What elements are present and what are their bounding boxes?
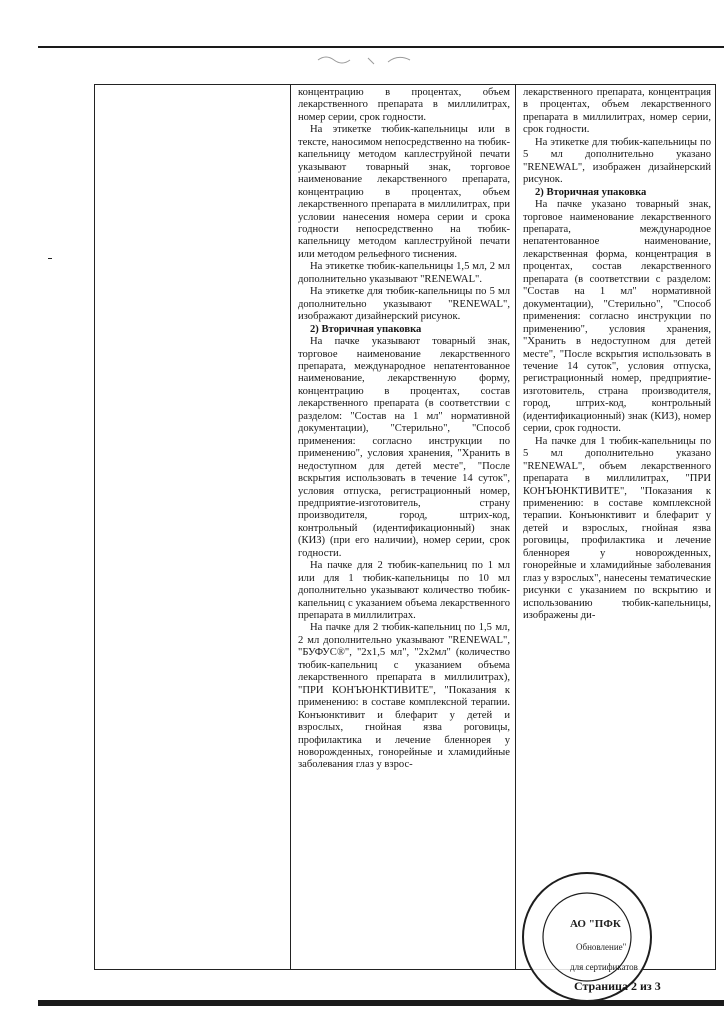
section-heading: 2) Вторичная упаковка	[310, 323, 422, 335]
paragraph: На этикетке для тюбик-капельницы по 5 мл дополнительно указано "RENEWAL", изображен дизайнерский рисунок.	[523, 136, 711, 186]
section-heading: 2) Вторичная упаковка	[535, 186, 647, 198]
column-divider-left	[290, 85, 291, 969]
requirements-column	[298, 87, 510, 969]
stamp-company-2: Обновление"	[576, 942, 627, 952]
paragraph: На этикетке тюбик-капельницы 1,5 мл, 2 мл дополнительно указывают "RENEWAL".	[298, 261, 510, 285]
stamp-company: АО "ПФК	[570, 918, 621, 930]
faint-stamp-mark	[308, 50, 438, 72]
content-table	[94, 84, 716, 970]
paragraph: На пачке для 2 тюбик-капельниц по 1 мл или для 1 тюбик-капельницы по 10 мл дополнительно указывают количество тюбик-капельниц с указанием объема лекарственного препарата в миллилитрах.	[298, 560, 510, 622]
page-number: Страница 2 из 3	[574, 979, 661, 993]
column-divider-right	[515, 85, 516, 969]
bottom-scan-edge	[38, 1000, 724, 1006]
stamp-purpose: для сертификатов	[570, 962, 638, 972]
paragraph: На пачке указывают товарный знак, торговое наименование лекарственного препарата, международное непатентованное наименование, лекарственную форму, концентрацию в процентах, состав лекарственного препарата (в соответствии с разделом: "Состав на 1 мл" нормативной документации), "Стерильно", "Способ применения: согласно инструкции по применению", условия хранения, "Хранить в недоступном для детей месте", "После вскрытия использовать в течение 14 суток", условия отпуска, регистрационный номер, предприятие-изготовитель, страну производителя, город, штрих-код, контрольный (идентификационный) знак (КИЗ) (при его наличии), номер серии, срок годности.	[298, 336, 510, 559]
paragraph: На пачке для 2 тюбик-капельниц по 1,5 мл, 2 мл дополнительно указывают "RENEWAL", "БУФУС®", "2х1,5 мл", "2х2мл" (количество тюбик-капельниц с указанием объема лекарственного препарата в миллилитрах), "ПРИ КОНЪЮНКТИВИТЕ", "Показания к применению: в составе комплексной терапии. Конъюнктивит и блефарит у детей и взрослых, гнойная язва роговицы, профилактика и лечение бленнорея у новорожденных, гонорейные и хламидийные заболевания глаз у взрос-	[298, 622, 510, 771]
paragraph: На этикетке для тюбик-капельницы по 5 мл дополнительно указывают "RENEWAL", изображают дизайнерский рисунок.	[298, 286, 510, 323]
paragraph: На пачке указано товарный знак, торговое наименование лекарственного препарата, международное непатентованное наименование, лекарственная форма, концентрация в процентах, состав лекарственного препарата (в соответствии с разделом: "Состав на 1 мл" нормативной документации), "Стерильно", "Способ применения: согласно инструкции по применению", условия хранения, "Хранить в недоступном для детей месте", "После вскрытия использовать в течение 14 суток", условия отпуска, регистрационный номер, предприятие-изготовитель, страна производителя, город, штрих-код, контрольный (идентификационный) знак (КИЗ), номер серии, срок годности.	[523, 199, 711, 435]
paragraph: На этикетке тюбик-капельницы или в тексте, наносимом непосредственно на тюбик-капельницу методом каплеструйной печати указывают товарный знак, торговое наименование лекарственного препарата, концентрацию в процентах, объем лекарственного препарата в миллилитрах, при условии нанесения номера серии и срока годности непосредственно на тюбик-капельницу методом каплеструйной печати или методом рельефного тиснения.	[298, 124, 510, 260]
top-scan-edge	[38, 46, 724, 48]
faint-stamp-scribble	[308, 50, 438, 72]
paragraph: концентрацию в процентах, объем лекарственного препарата в миллилитрах, номер серии, срок годности.	[298, 87, 510, 123]
paragraph: На пачке для 1 тюбик-капельницы по 5 мл дополнительно указано "RENEWAL", объем лекарственного препарата в миллилитрах, "ПРИ КОНЪЮНКТИВИТЕ", "Показания к применению: в составе комплексной терапии. Конъюнктивит и блефарит у детей и взрослых, гнойная язва роговицы, профилактика и лечение бленнорея у новорожденных, гонорейные и хламидийные заболевания глаз у взрослых", нанесены тематические рисунки с указанием по вскрытию и использованию тюбик-капельницы, изображены ди-	[523, 435, 711, 622]
paragraph: лекарственного препарата, концентрация в процентах, объем лекарственного препарата в миллилитрах, номер серии, срок годности.	[523, 87, 711, 136]
margin-mark	[48, 258, 52, 259]
actual-column	[523, 87, 711, 969]
